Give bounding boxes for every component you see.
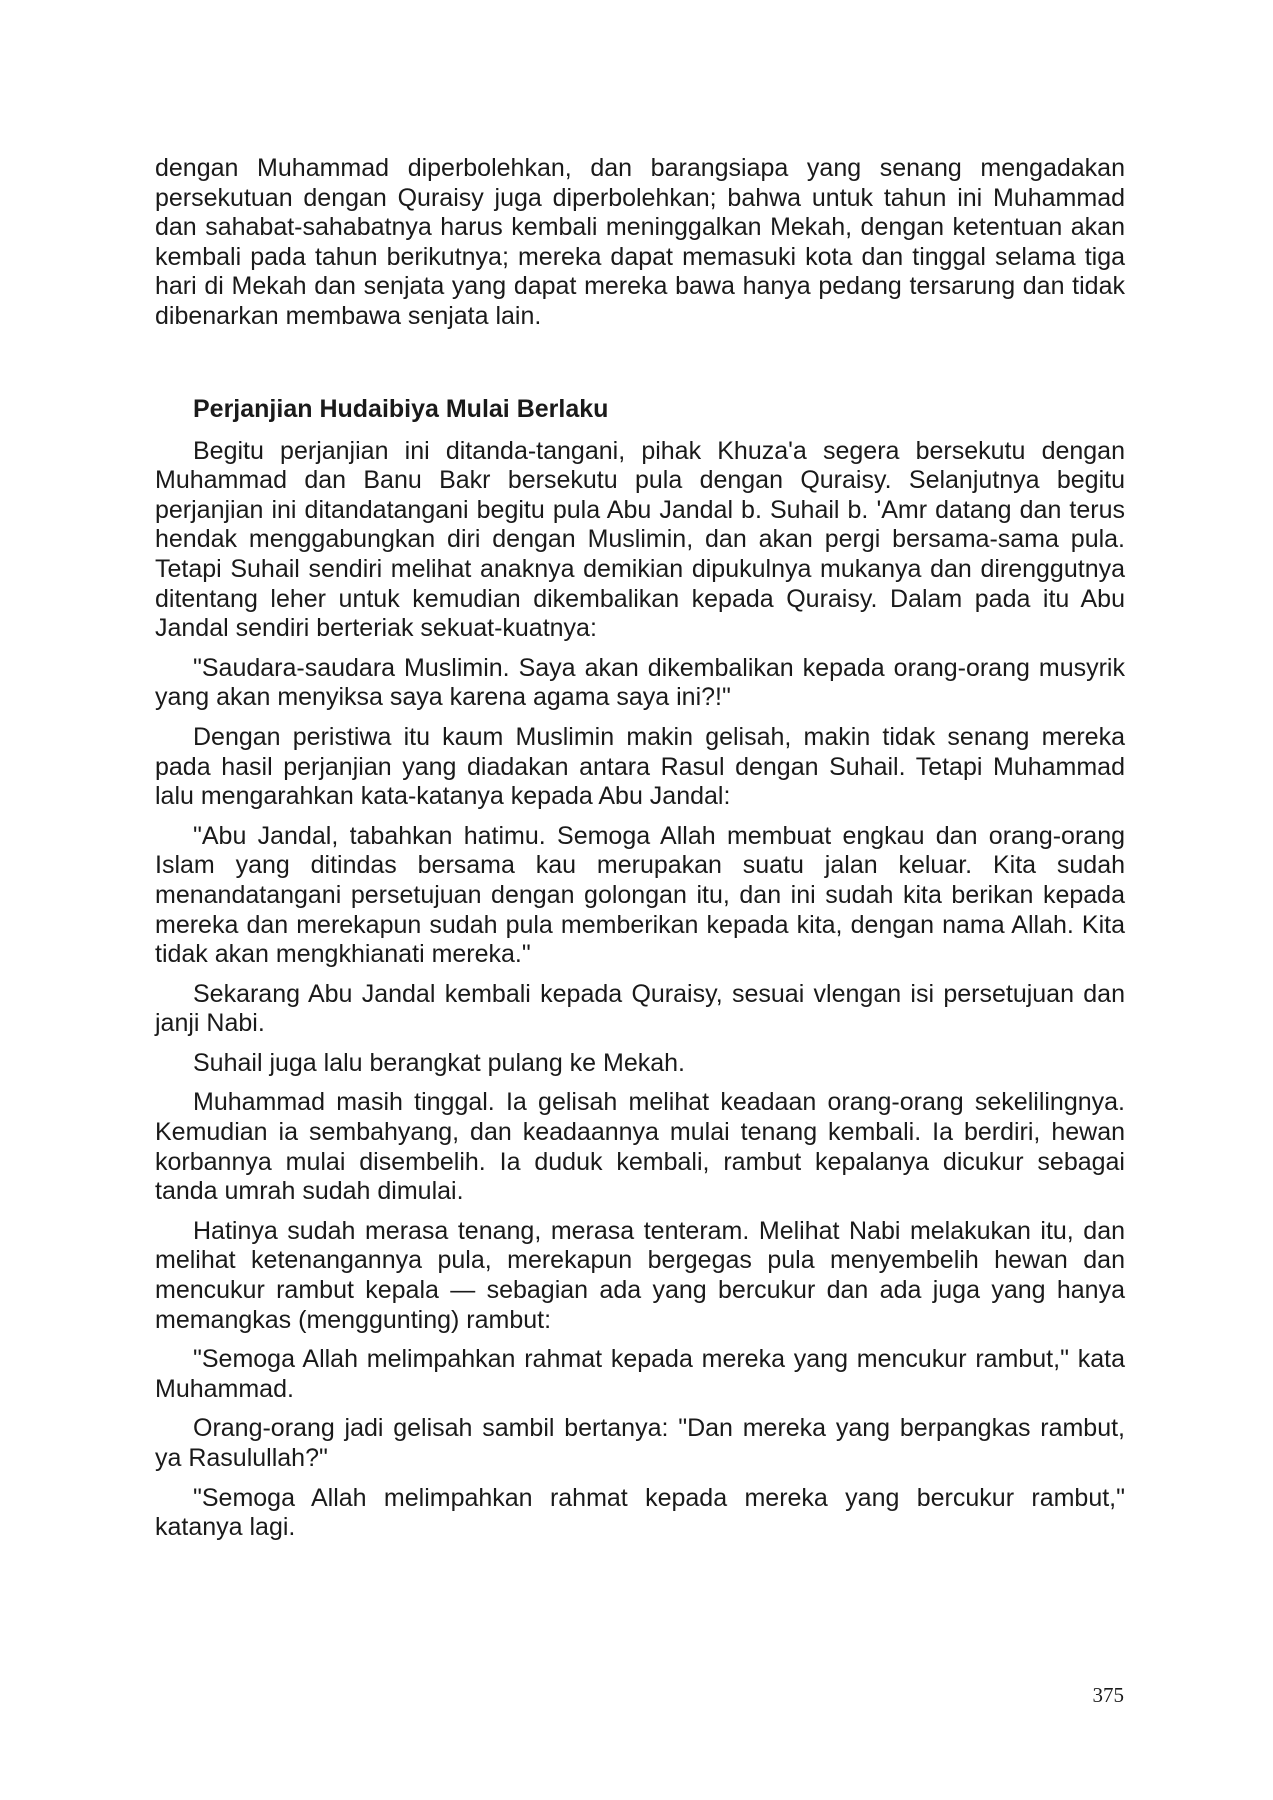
section-heading: Perjanjian Hudaibiya Mulai Berlaku [193,395,609,423]
paragraph: "Abu Jandal, tabahkan hatimu. Semoga Allah membuat engkau dan orang-orang Islam yang ditindas bersama kau merupakan suatu jalan keluar. Kita sudah menandatangani persetujuan dengan golongan itu, dan ini sudah kita berikan kepada mereka dan merekapun sudah pula memberikan kepada kita, dengan nama Allah. Kita tidak akan mengkhianati mereka." [155,821,1125,969]
paragraph: "Semoga Allah melimpahkan rahmat kepada mereka yang mencukur rambut," kata Muhammad. [155,1345,1125,1403]
paragraph: "Semoga Allah melimpahkan rahmat kepada mereka yang bercukur rambut," katanya lagi. [155,1483,1125,1542]
paragraph: "Saudara-saudara Muslimin. Saya akan dikembalikan kepada orang-orang musyrik yang akan menyiksa saya karena agama saya ini?!" [155,653,1125,712]
paragraph: Muhammad masih tinggal. Ia gelisah melihat keadaan orang-orang sekelilingnya. Kemudian ia sembahyang, dan keadaannya mulai tenang kembali. Ia berdiri, hewan korbannya mulai disembelih. Ia duduk kembali, rambut kepalanya dicukur sebagai tanda umrah sudah dimulai. [155,1088,1125,1206]
paragraph: Orang-orang jadi gelisah sambil bertanya: "Dan mereka yang berpangkas rambut, ya Rasulullah?" [155,1414,1125,1472]
page-number: 375 [1092,1683,1124,1707]
paragraph: Dengan peristiwa itu kaum Muslimin makin gelisah, makin tidak senang mereka pada hasil perjanjian yang diadakan antara Rasul dengan Suhail. Tetapi Muhammad lalu mengarahkan kata-katanya kepada Abu Jandal: [155,722,1125,811]
paragraph: Sekarang Abu Jandal kembali kepada Quraisy, sesuai vlengan isi persetujuan dan janji Nabi. [155,979,1125,1038]
opening-paragraph: dengan Muhammad diperbolehkan, dan barangsiapa yang senang mengadakan persekutuan dengan Quraisy juga diperbolehkan; bahwa untuk tahun ini Muhammad dan sahabat-sahabatnya harus kembali meninggalkan Mekah, dengan ketentuan akan kembali pada tahun berikutnya; mereka dapat memasuki kota dan tinggal selama tiga hari di Mekah dan senjata yang dapat mereka bawa hanya pedang tersarung dan tidak dibenarkan membawa senjata lain. [155,154,1125,330]
paragraph: Suhail juga lalu berangkat pulang ke Mekah. [193,1048,686,1077]
paragraph: Begitu perjanjian ini ditanda-tangani, pihak Khuza'a segera bersekutu dengan Muhammad dan Banu Bakr bersekutu pula dengan Quraisy. Selanjutnya begitu perjanjian ini ditandatangani begitu pula Abu Jandal b. Suhail b. 'Amr datang dan terus hendak menggabungkan diri dengan Muslimin, dan akan pergi bersama-sama pula. Tetapi Suhail sendiri melihat anaknya demikian dipukulnya mukanya dan direnggutnya ditentang leher untuk kemudian dikembalikan kepada Quraisy. Dalam pada itu Abu Jandal sendiri berteriak sekuat-kuatnya: [155,436,1125,643]
opening-text-block [155,154,1125,332]
paragraph: Hatinya sudah merasa tenang, merasa tenteram. Melihat Nabi melakukan itu, dan melihat ketenangannya pula, merekapun bergegas pula menyembelih hewan dan mencukur rambut kepala — sebagian ada yang bercukur dan ada juga yang hanya memangkas (menggunting) rambut: [155,1216,1125,1334]
section-text-block [155,395,1125,1553]
